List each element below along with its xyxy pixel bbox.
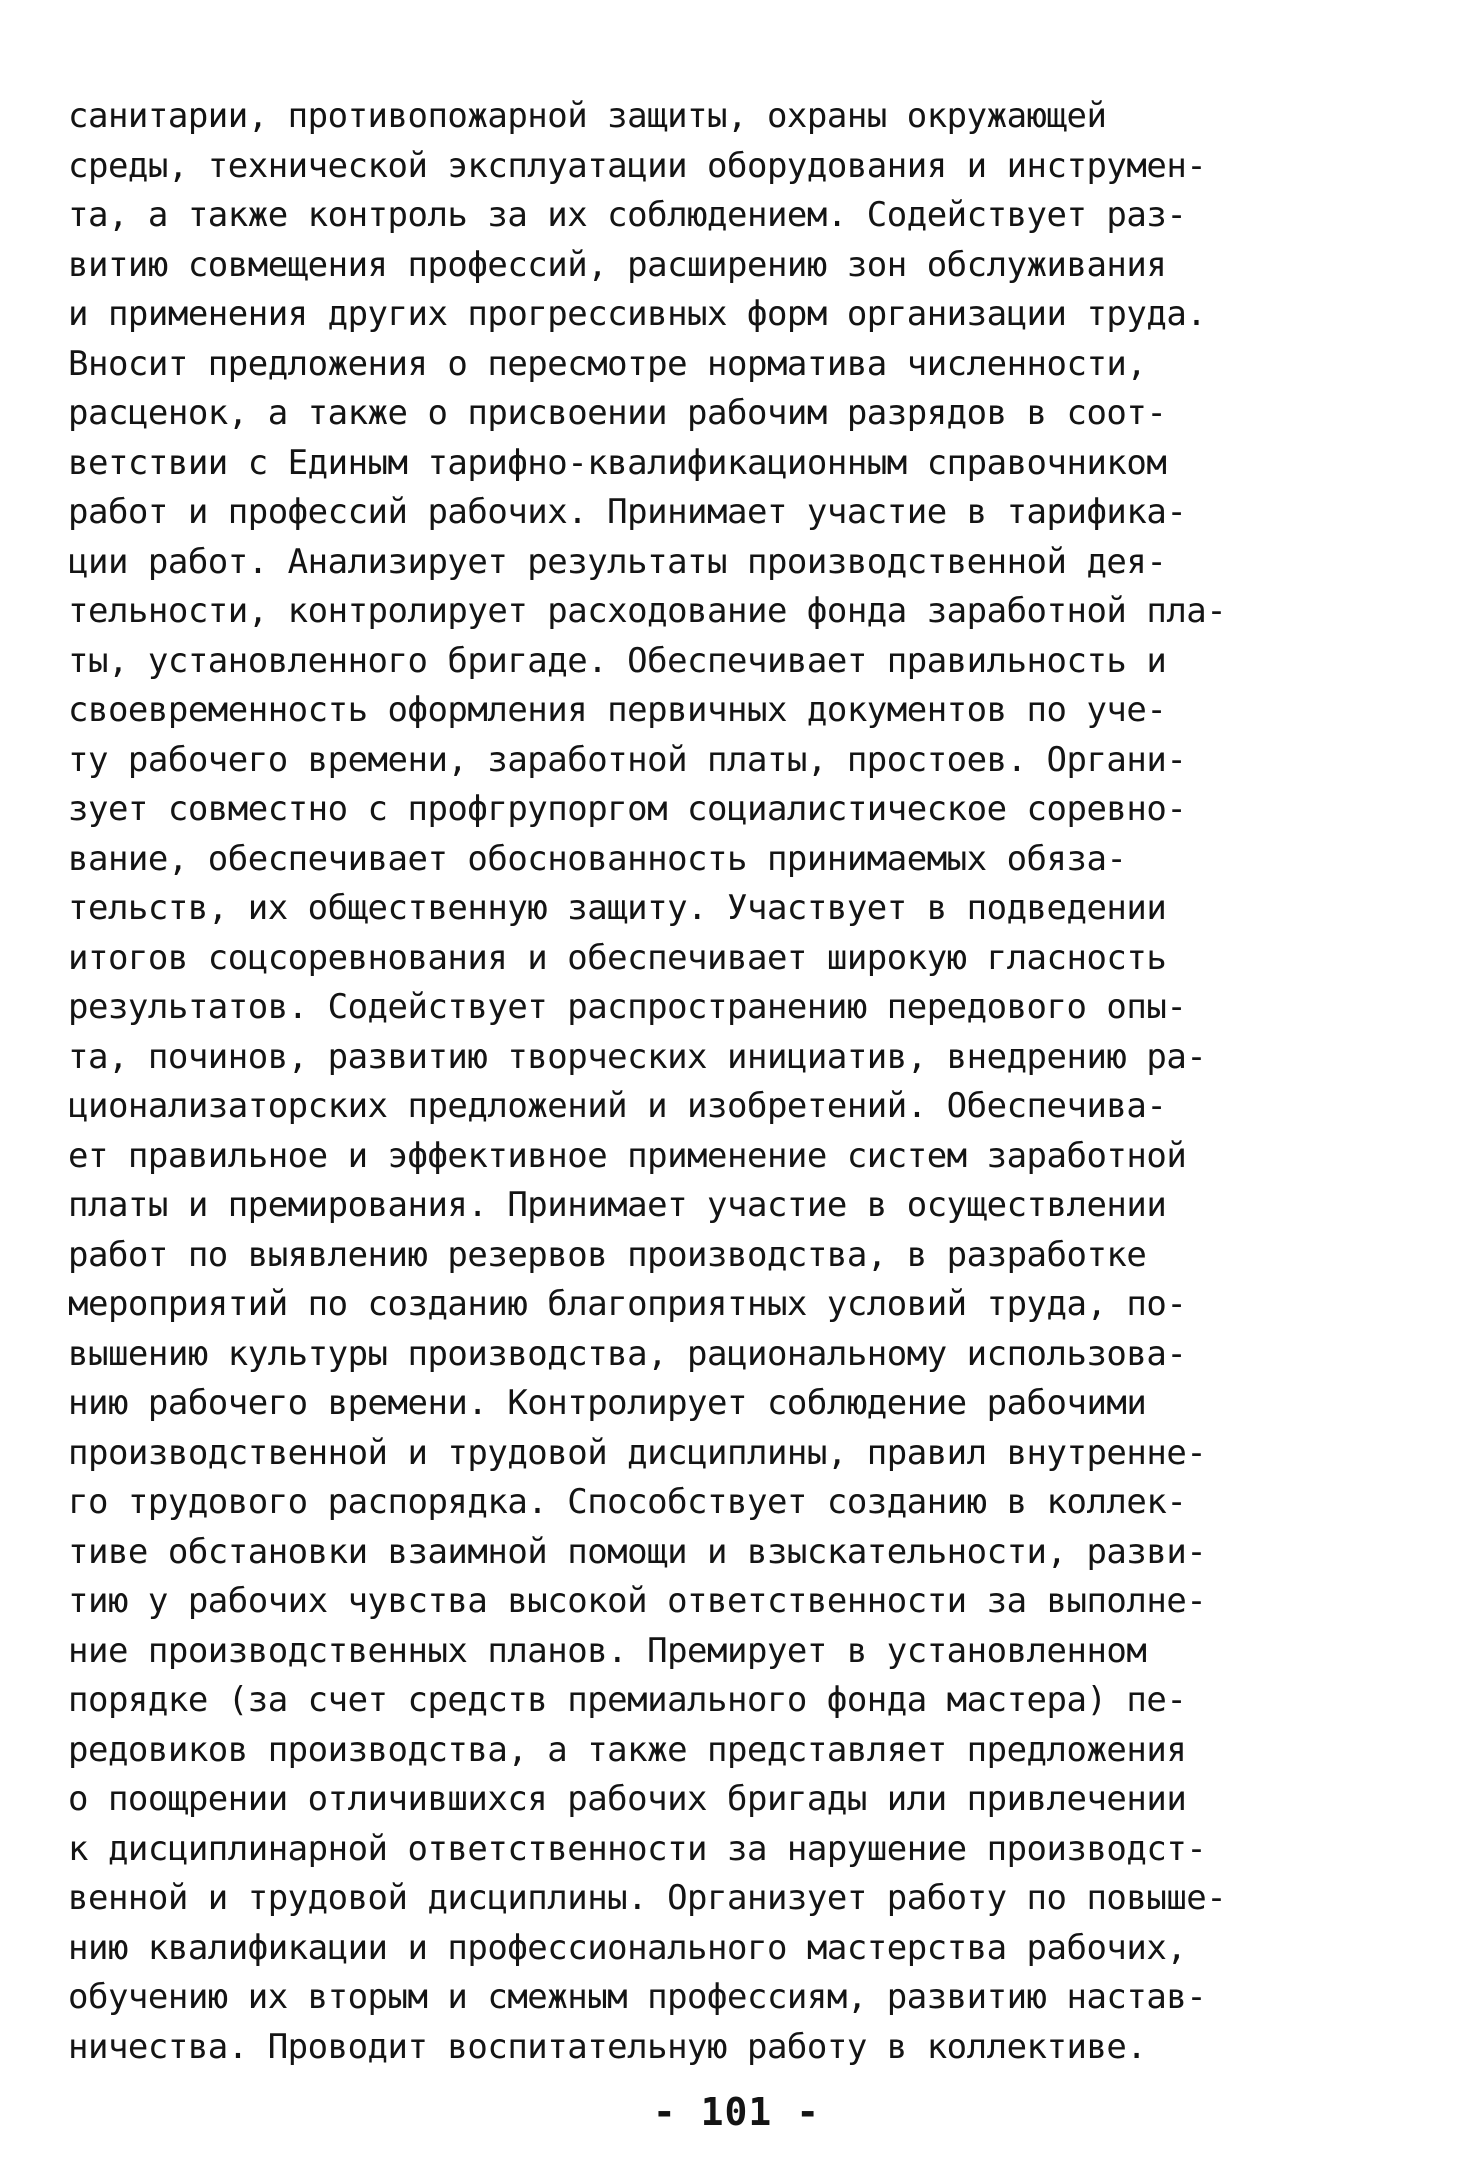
- text-line: производственной и трудовой дисциплины, правил внутренне-: [68, 1432, 1207, 1473]
- text-line: и применения других прогрессивных форм организации труда.: [68, 294, 1207, 334]
- text-line: ет правильное и эффективное применение систем заработной: [68, 1135, 1187, 1176]
- text-line: своевременность оформления первичных документов по уче-: [68, 690, 1167, 730]
- text-line: мероприятий по созданию благоприятных условий труда, по-: [68, 1284, 1187, 1324]
- text-line: Вносит предложения о пересмотре норматива численности,: [68, 343, 1147, 384]
- text-line: ветствии с Единым тарифно-квалификационным справочником: [68, 442, 1167, 483]
- text-line: тельности, контролирует расходование фонда заработной пла-: [68, 591, 1227, 631]
- text-line: обучению их вторым и смежным профессиям, развитию настав-: [68, 1977, 1207, 2017]
- text-line: итогов соцсоревнования и обеспечивает широкую гласность: [68, 937, 1167, 978]
- text-line: вышению культуры производства, рациональному использова-: [68, 1333, 1187, 1374]
- text-line: вание, обеспечивает обоснованность принимаемых обяза-: [68, 838, 1127, 879]
- text-line: го трудового распорядка. Способствует созданию в коллек-: [68, 1482, 1187, 1522]
- text-line: расценок, а также о присвоении рабочим разрядов в соот-: [68, 393, 1167, 433]
- text-line: ции работ. Анализирует результаты производственной дея-: [68, 541, 1167, 582]
- text-line: о поощрении отличившихся рабочих бригады или привлечении: [68, 1779, 1187, 1819]
- text-line: венной и трудовой дисциплины. Организует работу по повыше-: [68, 1878, 1227, 1918]
- body-text: [68, 92, 1418, 2072]
- text-line: ние производственных планов. Премирует в установленном: [68, 1630, 1147, 1671]
- text-line: результатов. Содействует распространению передового опы-: [68, 987, 1187, 1027]
- text-line: редовиков производства, а также представляет предложения: [68, 1729, 1187, 1770]
- text-line: та, а также контроль за их соблюдением. Содействует раз-: [68, 195, 1187, 235]
- text-line: нию рабочего времени. Контролирует соблюдение рабочими: [68, 1383, 1147, 1423]
- text-line: ты, установленного бригаде. Обеспечивает правильность и: [68, 640, 1167, 681]
- text-line: тиве обстановки взаимной помощи и взыскательности, разви-: [68, 1531, 1207, 1572]
- page-number: - 101 -: [652, 2090, 821, 2134]
- text-line: тию у рабочих чувства высокой ответственности за выполне-: [68, 1581, 1207, 1621]
- text-line: нию квалификации и профессионального мастерства рабочих,: [68, 1927, 1187, 1968]
- text-line: среды, технической эксплуатации оборудования и инструмен-: [68, 145, 1207, 186]
- text-line: платы и премирования. Принимает участие в осуществлении: [68, 1185, 1167, 1225]
- text-line: к дисциплинарной ответственности за нарушение производст-: [68, 1828, 1207, 1869]
- text-line: работ и профессий рабочих. Принимает участие в тарифика-: [68, 492, 1187, 532]
- text-line: ционализаторских предложений и изобретений. Обеспечива-: [68, 1086, 1167, 1126]
- text-line: порядке (за счет средств премиального фонда мастера) пе-: [68, 1680, 1187, 1720]
- text-line: ту рабочего времени, заработной платы, простоев. Органи-: [68, 739, 1187, 780]
- text-line: работ по выявлению резервов производства, в разработке: [68, 1234, 1147, 1275]
- text-line: тельств, их общественную защиту. Участвует в подведении: [68, 888, 1167, 928]
- text-line: ничества. Проводит воспитательную работу в коллективе.: [68, 2026, 1147, 2067]
- text-line: санитарии, противопожарной защиты, охраны окружающей: [68, 96, 1107, 136]
- text-line: зует совместно с профгрупоргом социалистическое соревно-: [68, 789, 1187, 829]
- text-line: витию совмещения профессий, расширению зон обслуживания: [68, 244, 1167, 285]
- text-line: та, починов, развитию творческих инициатив, внедрению ра-: [68, 1036, 1207, 1077]
